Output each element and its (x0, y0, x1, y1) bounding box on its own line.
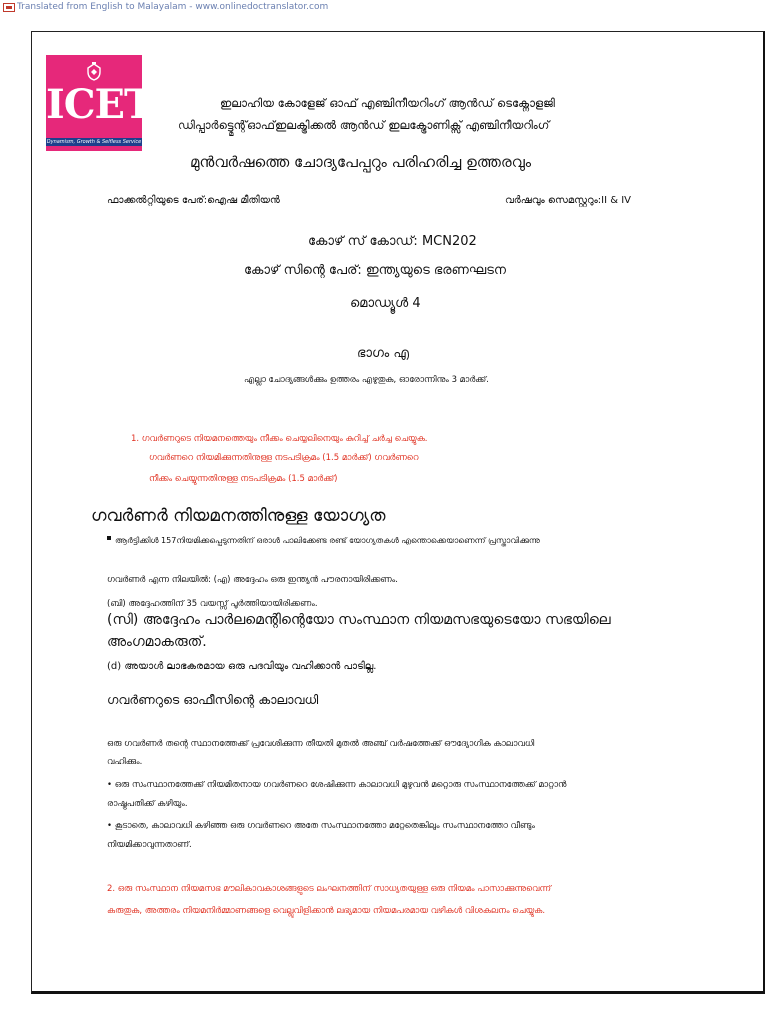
qualification-line-c: (സി) അദ്ദേഹം പാർലമെന്റിന്റെയോ സംസ്ഥാന നിയമസഭയുടെയോ സഭയിലെ (107, 612, 611, 628)
term-paragraph-1: ഒരു ഗവർണർ തന്റെ സ്ഥാനത്തേക്ക് പ്രവേശിക്കുന്ന തീയതി മുതൽ അഞ്ച് വർഷത്തേക്ക് ഔദ്യോഗിക കാലാവധി (107, 739, 535, 749)
translator-banner[interactable] (0, 0, 328, 14)
part-title: ഭാഗം എ (357, 346, 409, 361)
term-paragraph-2: • ഒരു സംസ്ഥാനത്തേക്ക് നിയമിതനായ ഗവർണറെ ശേഷിക്കുന്ന കാലാവധി മുഴുവൻ മറ്റൊരു സംസ്ഥാനത്തേക്ക് മാറ്റാൻ (107, 780, 567, 790)
college-name: ഇലാഹിയ കോളേജ് ഓഫ് എഞ്ചിനീയറിംഗ് ആൻഡ് ടെക്നോളജി (220, 96, 555, 110)
qualifications-bullet-text: ആർട്ടിക്കിൾ 157നിയമിക്കപ്പെടുന്നതിന് ഒരാൾ പാലിക്കേണ്ട രണ്ട് യോഗ്യതകൾ എന്തൊക്കെയാണെന്ന് പ്രസ്താവിക്കുന്നു (115, 536, 540, 545)
question-2-cont: കരുതുക, അത്തരം നിയമനിർമ്മാണങ്ങളെ വെല്ലുവിളിക്കാൻ ലഭ്യമായ നിയമപരമായ വഴികൾ വിശകലനം ചെയ്യുക. (107, 906, 546, 916)
icet-logo (46, 55, 153, 151)
question-2: 2. ഒരു സംസ്ഥാന നിയമസഭ മൗലികാവകാശങ്ങളുടെ ലംഘനത്തിന് സാധ്യതയുള്ള ഒരു നിയമം പാസാക്കുന്നുവെന്ന് (107, 884, 552, 894)
qualification-line-d: (d) അയാൾ ലാഭകരമായ ഒരു പദവിയും വഹിക്കാൻ പാടില്ല. (107, 661, 377, 672)
question-1-marks-line-b: നീക്കം ചെയ്യുന്നതിനുള്ള നടപടിക്രമം (1.5 മാർക്ക്) (149, 474, 338, 484)
course-code: കോഴ് സ് കോഡ്: MCN202 (308, 234, 477, 249)
year-semester: വർഷവും സെമസ്റ്ററും:II & IV (505, 195, 631, 206)
course-name: കോഴ് സിന്റെ പേര്: ഇന്ത്യയുടെ ഭരണഘടന (244, 263, 506, 278)
part-instructions: എല്ലാ ചോദ്യങ്ങൾക്കും ഉത്തരം എഴുതുക, ഓരോന്നിനും 3 മാർക്ക്. (244, 375, 489, 385)
question-1-marks-line-a: ഗവർണറെ നിയമിക്കുന്നതിനുള്ള നടപടിക്രമം (1.5 മാർക്ക്) ഗവർണറെ (149, 453, 419, 463)
term-paragraph-2-cont: രാഷ്ട്രപതിക്ക് കഴിയും. (107, 799, 188, 809)
term-paragraph-3: • കൂടാതെ, കാലാവധി കഴിഞ്ഞ ഒരു ഗവർണറെ അതേ സംസ്ഥാനത്തോ മറ്റേതെങ്കിലും സംസ്ഥാനത്തോ വീണ്ടും (107, 821, 535, 831)
logo-wordmark: ICET (46, 81, 153, 128)
document-title: മുൻവർഷത്തെ ചോദ്യപേപ്പറും പരിഹരിച്ച ഉത്തരവും (190, 153, 532, 171)
qualifications-bullet (107, 536, 540, 546)
department-name: ഡിപ്പാർട്ട്മെന്റ്ഓഫ്ഇലക്ട്രിക്കൽ ആൻഡ് ഇലക്ട്രോണിക്സ് എഞ്ചിനീയറിംഗ് (178, 118, 550, 132)
crest-icon (84, 62, 104, 82)
qualification-line-a: ഗവർണർ എന്ന നിലയിൽ: (എ) അദ്ദേഹം ഒരു ഇന്ത്യൻ പൗരനായിരിക്കണം. (107, 575, 398, 585)
qualification-line-c-cont: അംഗമാകരുത്. (107, 634, 207, 650)
module-title: മൊഡ്യൂൾ 4 (350, 296, 421, 311)
qualification-line-b: (ബി) അദ്ദേഹത്തിന് 35 വയസ്സ് പൂർത്തിയായിരിക്കണം. (107, 599, 318, 609)
question-1: 1. ഗവർണറുടെ നിയമനത്തെയും നീക്കം ചെയ്യലിനെയും കുറിച്ച് ചർച്ച ചെയ്യുക. (131, 434, 428, 444)
term-paragraph-1-cont: വഹിക്കും. (107, 757, 143, 767)
logo-tagline: Dynamism, Growth & Selfless Service (46, 139, 142, 145)
faculty-name: ഫാക്കൽറ്റിയുടെ പേര്:ഐഷ മീതിയൻ (107, 195, 280, 206)
translator-banner-text[interactable]: Translated from English to Malayalam - www.onlinedoctranslator.com (17, 2, 329, 12)
bullet-square-icon (107, 536, 111, 540)
term-paragraph-3-cont: നിയമിക്കാവുന്നതാണ്. (107, 840, 192, 850)
term-heading: ഗവർണറുടെ ഓഫീസിന്റെ കാലാവധി (107, 692, 319, 707)
qualifications-heading: ഗവർണർ നിയമനത്തിനുള്ള യോഗ്യത (91, 506, 386, 526)
translate-icon (3, 3, 15, 12)
